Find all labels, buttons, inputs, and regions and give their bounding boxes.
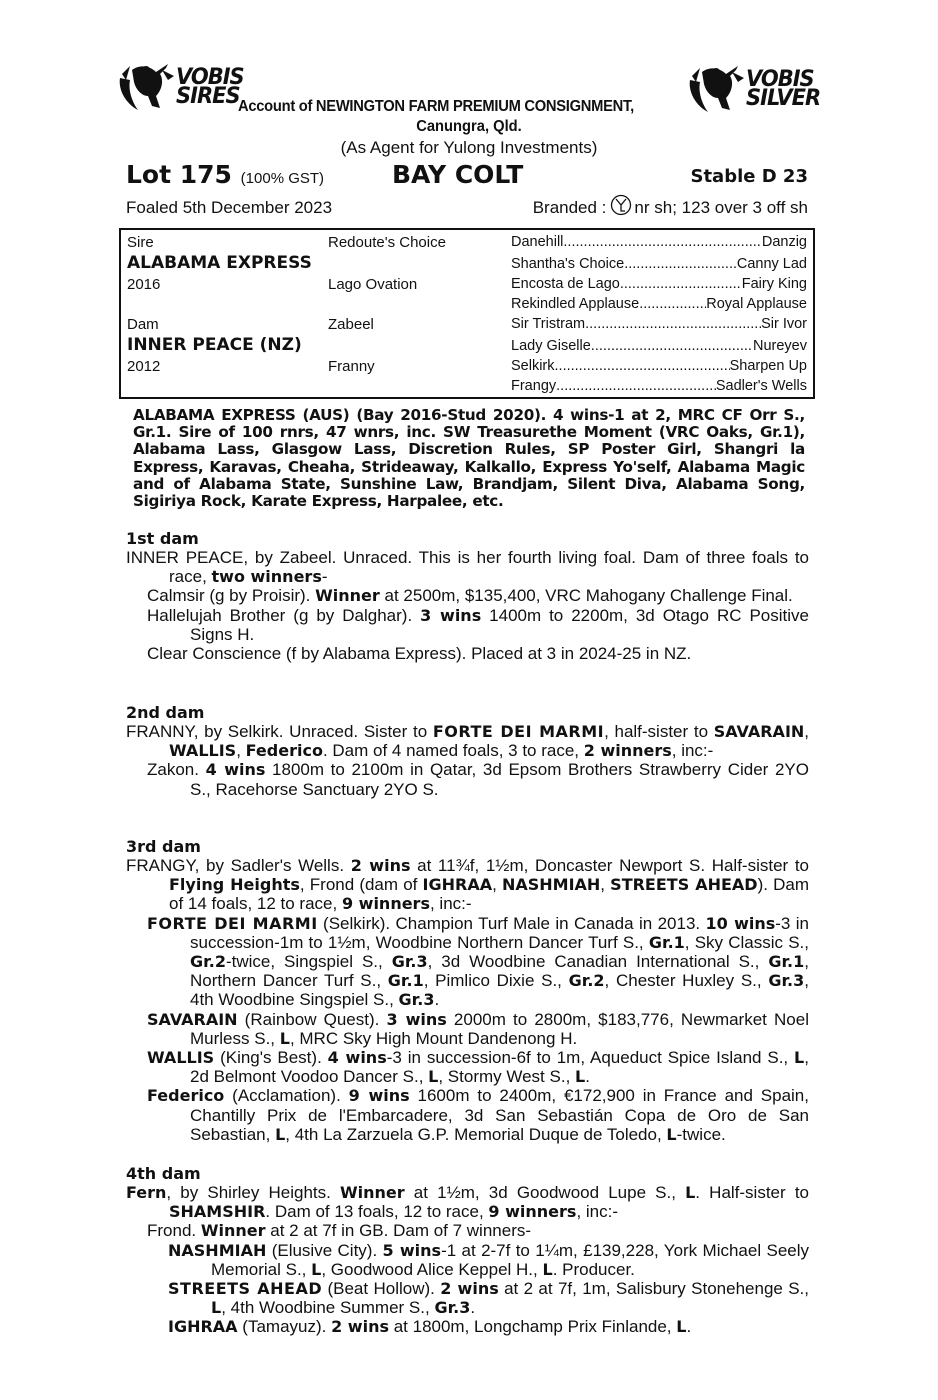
text: 1800m to 2100m in Qatar, 3d Epsom Brothers Strawberry Cider 2YO S., Racehorse Sanctuary 2YO S. <box>190 760 809 799</box>
bold-text: L <box>279 1028 290 1048</box>
foal-details <box>126 198 808 220</box>
second-dam-section <box>126 703 809 799</box>
horse-name: WALLIS <box>147 1048 215 1068</box>
bold-text: Gr.2 <box>190 952 226 972</box>
gp-right: Nureyev <box>753 338 807 354</box>
horse-name: STREETS AHEAD <box>168 1279 323 1299</box>
progeny-entry <box>126 760 809 798</box>
bold-text: 9 winners <box>341 894 430 914</box>
bold-text: L <box>428 1067 439 1087</box>
text: . Half-sister to <box>695 1183 809 1202</box>
bold-text: L <box>211 1298 222 1318</box>
progeny-entry-savarain <box>126 1010 809 1048</box>
bold-text: 2 wins <box>331 1317 389 1337</box>
bold-text: Gr.3 <box>434 1298 471 1318</box>
dam-sire: Zabeel <box>328 316 374 333</box>
text: -3 in succession-1m to 1½m, Woodbine Northern Dancer Turf S., <box>190 913 810 952</box>
gp-left: Sir Tristram <box>511 316 586 332</box>
text: -3 in succession-6f to 1m, Aqueduct Spice Island S., <box>386 1048 795 1068</box>
first-dam-section <box>126 529 809 663</box>
gp-right: Royal Applause <box>706 296 807 312</box>
bold-text: 3 wins <box>420 605 482 625</box>
progeny-entry-federico <box>126 1086 809 1144</box>
bold-text: two winners <box>211 567 322 587</box>
lot-header <box>126 158 808 192</box>
text: -twice. <box>676 1124 726 1144</box>
gp-left: Lady Giselle <box>511 338 591 354</box>
text: , <box>492 875 502 895</box>
bold-text: 2 wins <box>440 1279 499 1299</box>
fourth-dam-section <box>126 1164 809 1337</box>
branded-label: Branded : <box>532 198 607 217</box>
dot-leader <box>639 296 706 312</box>
progeny-entry-streets-ahead <box>126 1279 809 1317</box>
text: -1 at 2-7f to 1¼m, £139,228, York Michael Seely Memorial S., <box>211 1240 809 1279</box>
bold-text: 2 winners <box>583 741 672 761</box>
bold-text: 10 wins <box>705 913 776 933</box>
bold-text: 4 wins <box>327 1048 387 1068</box>
logo-text <box>746 65 821 111</box>
text: -twice, Singspiel S., <box>225 952 392 972</box>
dam-intro <box>126 1183 809 1221</box>
progeny-entry-ighraa <box>126 1317 809 1336</box>
text: , 4th Woodbine Summer S., <box>221 1298 435 1318</box>
text: . Dam of 13 foals, 12 to race, <box>265 1202 489 1222</box>
dot-leader <box>620 276 742 292</box>
sire-sire: Redoute's Choice <box>328 234 446 251</box>
progeny-entry-wallis <box>126 1048 809 1086</box>
bold-text: FORTE DEI MARMI <box>432 722 605 741</box>
text: (Selkirk). Champion Turf Male in Canada in 2013. <box>317 913 706 933</box>
dam-label: Dam <box>127 316 159 333</box>
vobis-silver-logo <box>686 62 820 114</box>
lot-label: Lot 175 <box>126 160 232 189</box>
text: , Stormy West S., <box>438 1067 576 1087</box>
third-dam-section <box>126 837 809 1144</box>
dot-leader <box>591 338 753 354</box>
bold-text: L <box>685 1183 696 1202</box>
gp-left: Rekindled Applause <box>511 296 640 312</box>
text: (Tamayuz). <box>237 1317 332 1337</box>
bold-text: L <box>575 1067 586 1087</box>
text: , <box>600 875 611 895</box>
bold-text: SHAMSHIR <box>169 1202 266 1222</box>
consignor-location: Canungra, Qld. <box>416 118 522 135</box>
text: (Acclamation). <box>224 1086 349 1106</box>
lot-description: BAY COLT <box>392 160 524 189</box>
text: FRANNY, by Selkirk. Unraced. Sister to <box>126 722 433 741</box>
pedigree-table <box>119 228 815 399</box>
dam-dam: Franny <box>328 358 375 375</box>
gp-left: Encosta de Lago <box>511 276 620 292</box>
gp-right: Sadler's Wells <box>715 378 807 394</box>
text: (Rainbow Quest). <box>237 1009 387 1029</box>
bold-text: 5 wins <box>382 1240 442 1260</box>
agent-note: (As Agent for Yulong Investments) <box>340 138 598 157</box>
text: . <box>585 1067 590 1087</box>
progeny-entry-nashmiah <box>126 1241 809 1279</box>
gp-right: Sharpen Up <box>729 358 807 374</box>
text: . <box>686 1317 692 1337</box>
bold-text: L <box>311 1259 322 1279</box>
text: , MRC Sky High Mount Dandenong H. <box>289 1028 578 1048</box>
text: , <box>804 722 810 741</box>
text: , 4th La Zarzuela G.P. Memorial Duque de Toledo, <box>285 1124 667 1144</box>
logo-line-1: VOBIS <box>176 63 244 90</box>
text: , by Shirley Heights. <box>166 1183 340 1202</box>
bold-text: Flying Heights <box>169 875 300 895</box>
progeny-entry-forte-dei-marmi <box>126 914 809 1010</box>
grandparent-row <box>511 276 807 292</box>
text: Frond. <box>147 1221 201 1241</box>
text: at 2 at 7f in GB. Dam of 7 winners- <box>265 1221 532 1241</box>
dam-intro <box>126 856 809 914</box>
sire-name: ALABAMA EXPRESS <box>127 253 312 273</box>
section-heading: 1st dam <box>126 529 199 548</box>
text: at 1800m, Longchamp Prix Finlande, <box>388 1317 677 1337</box>
section-heading: 4th dam <box>126 1164 201 1183</box>
dot-leader <box>556 378 716 394</box>
text: , Sky Classic S., <box>684 932 809 952</box>
grandparent-row <box>511 296 807 312</box>
foaled-date: Foaled 5th December 2023 <box>126 198 333 217</box>
text: . <box>470 1298 476 1318</box>
progeny-entry <box>126 606 809 644</box>
bold-text: Gr.1 <box>648 932 685 952</box>
dam-name: INNER PEACE (NZ) <box>127 335 302 355</box>
dam-intro <box>126 722 809 760</box>
bold-text: Gr.2 <box>568 971 605 991</box>
bold-text: L <box>275 1124 286 1144</box>
dot-leader <box>563 234 761 250</box>
text: Hallelujah Brother (g by Dalghar). <box>147 605 421 625</box>
text: , inc:- <box>671 741 714 761</box>
gp-right: Sir Ivor <box>761 316 807 332</box>
text: (Beat Hollow). <box>322 1279 441 1299</box>
bold-text: Winner <box>200 1221 266 1241</box>
horse-name: NASHMIAH <box>168 1240 267 1260</box>
bold-text: Winner <box>340 1183 405 1202</box>
text: . Producer. <box>552 1259 635 1279</box>
horse-name: IGHRAA <box>168 1317 238 1337</box>
text: 2000m to 2800m, $183,776, Newmarket Noel Murless S., <box>190 1009 809 1048</box>
logo-text <box>176 63 244 109</box>
bold-text: 9 wins <box>348 1086 410 1106</box>
branded-text: nr sh; 123 over 3 off sh <box>634 198 808 217</box>
stable-location: Stable D 23 <box>690 166 808 187</box>
gp-right: Danzig <box>761 234 807 250</box>
text: 1600m to 2400m, €172,900 in France and Spain, Chantilly Prix de l'Embarcadere, 3d San Sebastián Copa de Oro de San Sebastian, <box>190 1086 809 1144</box>
horse-name: SAVARAIN <box>147 1009 238 1029</box>
grandparent-row <box>511 338 807 354</box>
bold-text: Gr.3 <box>391 952 428 972</box>
text: ). Dam of 14 foals, 12 to race, <box>169 875 810 914</box>
logo-line-2: SIRES <box>176 82 240 109</box>
bold-text: Federico <box>245 741 323 761</box>
consignor-title: Account of NEWINGTON FARM PREMIUM CONSIGNMENT, <box>238 98 634 115</box>
grandparent-row <box>511 234 807 250</box>
horse-name: Federico <box>147 1086 225 1106</box>
gp-left: Frangy <box>511 378 557 394</box>
gp-left: Shantha's Choice <box>511 256 625 272</box>
bold-text: WALLIS <box>169 741 237 761</box>
grandparent-row <box>511 256 807 272</box>
bold-text: L <box>676 1317 687 1337</box>
horse-name: FORTE DEI MARMI <box>147 913 318 933</box>
gp-right: Canny Lad <box>736 256 807 272</box>
text: at 2500m, $135,400, VRC Mahogany Challenge Final. <box>379 586 793 606</box>
bold-text: Gr.1 <box>387 971 424 991</box>
bold-text: 3 wins <box>386 1009 447 1029</box>
sire-year: 2016 <box>127 276 161 293</box>
text: , Goodwood Alice Keppel H., <box>321 1259 543 1279</box>
dam-intro <box>126 548 809 586</box>
text: Zakon. <box>147 760 206 780</box>
gst-note: (100% GST) <box>240 170 325 187</box>
bold-text: Fern <box>126 1183 167 1202</box>
text: , half-sister to <box>604 722 714 741</box>
bold-text: L <box>666 1124 677 1144</box>
bold-text: Gr.3 <box>398 990 435 1010</box>
bold-text: Gr.1 <box>768 952 805 972</box>
gp-left: Danehill <box>511 234 564 250</box>
text: . <box>434 990 440 1010</box>
text: , inc:- <box>429 894 472 914</box>
bold-text: 4 wins <box>205 760 266 780</box>
grandparent-row <box>511 378 807 394</box>
text: , inc:- <box>576 1202 618 1222</box>
text: Calmsir (g by Proisir). <box>147 586 316 606</box>
text: at 2 at 7f, 1m, Salisbury Stonehenge S., <box>498 1279 809 1299</box>
progeny-entry-frond <box>126 1221 809 1240</box>
horse-jockey-icon <box>116 60 176 112</box>
horse-jockey-icon <box>686 62 746 114</box>
text: Clear Conscience (f by Alabama Express). Placed at 3 in 2024-25 in NZ. <box>147 644 692 664</box>
text: , 4th Woodbine Singspiel S., <box>190 971 809 1010</box>
text: INNER PEACE, by Zabeel. Unraced. This is her fourth living foal. Dam of three foals to race, <box>126 548 809 587</box>
text: (King's Best). <box>214 1048 328 1068</box>
text: , 3d Woodbine Canadian International S., <box>427 952 769 972</box>
dam-year: 2012 <box>127 358 161 375</box>
sire-summary: ALABAMA EXPRESS (AUS) (Bay 2016-Stud 2020). 4 wins-1 at 2, MRC CF Orr S., Gr.1. Sire of 100 rnrs, 47 wnrs, inc. SW Treasurethe Moment (VRC Oaks, Gr.1), Alabama Lass, Glasgow Lass, Discretion Rules, SP Poster Girl, Shangri la Express, Karavas, Cheaha, Strideaway, Kalkallo, Express Yo'self, Alabama Magic and of Alabama State, Sunshine Law, Brandjam, Silent Diva, Alabama Song, Sigiriya Rock, Karate Express, Harpalee, etc. <box>133 406 805 511</box>
logo-line-2: SILVER <box>746 84 821 111</box>
text: , Northern Dancer Turf S., <box>190 952 809 991</box>
grandparent-row <box>511 316 807 332</box>
bold-text: STREETS AHEAD <box>610 875 758 895</box>
section-heading: 3rd dam <box>126 837 201 856</box>
text: at 1½m, 3d Goodwood Lupe S., <box>404 1183 686 1202</box>
text: 1400m to 2200m, 3d Otago RC Positive Signs H. <box>190 605 809 644</box>
brand-info <box>533 198 808 218</box>
brand-y-in-circle-icon <box>610 194 632 216</box>
bold-text: L <box>542 1259 553 1279</box>
sire-label: Sire <box>127 234 154 251</box>
progeny-entry <box>126 644 809 663</box>
text: . Dam of 4 named foals, 3 to race, <box>322 741 584 761</box>
text: FRANGY, by Sadler's Wells. <box>126 856 351 875</box>
text: at 11¾f, 1½m, Doncaster Newport S. Half-sister to <box>410 856 810 875</box>
bold-text: Gr.3 <box>768 971 805 991</box>
lot-number <box>126 160 324 189</box>
logo-line-1: VOBIS <box>746 65 814 92</box>
text: , <box>236 741 246 761</box>
text: , Frond (dam of <box>299 875 423 895</box>
bold-text: Winner <box>315 586 380 606</box>
bold-text: 9 winners <box>488 1202 577 1222</box>
bold-text: IGHRAA <box>422 875 493 895</box>
text: , Chester Huxley S., <box>604 971 769 991</box>
bold-text: 2 wins <box>350 856 411 875</box>
section-heading: 2nd dam <box>126 703 205 722</box>
gp-right: Fairy King <box>741 276 807 292</box>
text: (Elusive City). <box>266 1240 383 1260</box>
dot-leader <box>585 316 761 332</box>
text: , 2d Belmont Voodoo Dancer S., <box>190 1048 809 1087</box>
dot-leader <box>624 256 737 272</box>
grandparent-row <box>511 358 807 374</box>
bold-text: L <box>794 1048 805 1068</box>
text: , Pimlico Dixie S., <box>423 971 569 991</box>
vobis-sires-logo <box>116 60 244 112</box>
text: - <box>321 567 328 587</box>
bold-text: NASHMIAH <box>501 875 601 895</box>
sire-dam: Lago Ovation <box>328 276 418 293</box>
dot-leader <box>555 358 730 374</box>
progeny-entry <box>126 586 809 605</box>
gp-left: Selkirk <box>511 358 555 374</box>
bold-text: SAVARAIN <box>713 722 805 741</box>
